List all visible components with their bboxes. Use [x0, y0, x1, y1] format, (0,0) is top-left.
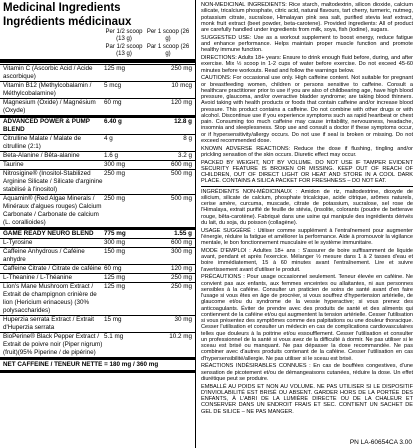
ingredient-row	[0, 98, 195, 115]
amount-per-serving: 4 g	[104, 135, 113, 142]
ingredient-row	[0, 194, 195, 227]
title-fr: Ingrédients médicinaux	[3, 16, 132, 28]
amount-per-dose: 30 mg	[174, 316, 192, 323]
title-en: Medicinal Ingredients	[3, 2, 121, 14]
ingredient-name: Beta-Alanine / Bêta-alanine	[3, 152, 80, 159]
amount-per-dose: 120 mg	[170, 99, 192, 106]
ingredient-name: Taurine	[3, 161, 24, 168]
amount-per-dose: 250 mg	[170, 65, 192, 72]
label-paragraph: CAUTIONS: For occasional use only. High caffeine content. Not suitable for pregnant or breastfeeding women, children or persons sensitive to caffeine. Consult a healthcare practitioner prior to use if you are also of childbearing age, have high blood pressure, glaucoma, and/or overactive bladder syndrome; are taking blood thinners. Avoid taking with health products or foods that contain caffeine and/or increase blood pressure. This product contains a caffeine. Do not combine with other drugs or with alcohol. Discontinue use if you experience symptoms such as rapid heartbeat or chest pain. Consuming too much caffeine may cause irritability, nervousness, headache, insomnia and sleeplessness. Stop use and consult a doctor if these symptoms occur, or if hypersensitivity/allergy occurs. Do not use if seal is broken or missing. Do not exceed recommended dose.	[201, 75, 413, 144]
amount-per-serving: 5.1 mg	[104, 333, 124, 340]
label-paragraph: PRÉCAUTIONS : Pour usage occasionnel seulement. Teneur élevée en caféine. Ne convient pas aux enfants, aux femmes enceintes ou allaitantes, ni aux personnes sensibles à la caféine. Consulter un praticien de soins de santé avant d'en faire l'usage si vous êtes en âge de procréer, si vous souffrez d'hypertension artérielle, de glaucome et/ou du syndrome de la vessie hyperactive; si vous prenez des anticoagulants. Éviter de prendre avec des produits de santé et des aliments qui contiennent de la caféine et/ou qui augmentent la tension artérielle. Cesser l'utilisation si vous présentez des symptômes comme des palpitations ou une douleur thoracique. Cesser l'utilisation et consulter un médecin en cas de complications cardiovasculaires telles que douleurs à la poitrine et/ou essoufflement. Cesser l'utilisation et consulter un professionnel de la santé si vous avez de la difficulté à dormir. Ne pas utiliser si le sceau est brisé ou manquant. Ne pas dépasser la dose recommandée. Ne pas combiner avec d'autres produits contenant de la caféine. Cesser l'utilisation en cas d'hypersensibilité/allergie. Ne pas utiliser si le sceau est brisé.	[201, 274, 413, 362]
amount-per-serving: 150 mg	[104, 248, 126, 255]
label-paragraph: INGRÉDIENTS NON-MÉDICINAUX : Amidon de riz, maltodextrine, dioxyde de silicium, silicate de calcium, phosphate tricalcique, acide citrique, arômes naturels, cerise amère, curcuma, muscade, citrate de potassium, sucralose, sel rose de l'Himalaya, extrait purifié de feuille de stévia, (insolite, colorants (poudre de betterave rouge, bêta-carotène). Fabriqué dans une usine qui manipule des ingrédients dérivés du lait, du soja, du poisson (collagène).	[201, 188, 413, 226]
ingredient-name: Aquamin® (Red Algae Minerals / Minéraux d'algues rouges) Calcium Carbonate / Carbonate de calcium (L. corallioides)	[3, 195, 102, 226]
supplement-facts-panel	[0, 0, 196, 448]
lot-number: PN LA-60654CA 3.00	[349, 439, 412, 446]
amount-per-dose: 10 mcg	[171, 82, 192, 89]
ingredient-row	[0, 227, 195, 238]
ingredient-name: Vitamin B12 (Methylcobalamin / Méthylcobalamine)	[3, 82, 92, 97]
amount-per-serving: 60 mg	[104, 99, 122, 106]
amount-per-dose: 600 mg	[170, 161, 192, 168]
ingredient-row	[0, 332, 195, 357]
amount-per-dose: 250 mg	[170, 283, 192, 290]
ingredient-row	[0, 115, 195, 134]
ingredient-name: L-Tyrosine	[3, 239, 33, 246]
amount-per-serving: 775 mg	[104, 230, 126, 237]
language-divider	[201, 186, 413, 187]
ingredient-row	[0, 169, 195, 194]
amount-per-serving: 250 mg	[104, 170, 126, 177]
amount-per-serving: 125 mg	[104, 274, 126, 281]
amount-per-serving: 1.6 g	[104, 152, 119, 159]
label-paragraph: USAGE SUGGÉRÉ : Utiliser comme supplément à l'entraînement pour augmenter l'énergie, réduire la fatigue et améliorer la performance. Aide à promouvoir la vigilance mentale, le bon fonctionnement musculaire et le système immunitaire.	[201, 227, 413, 246]
ingredient-row	[0, 315, 195, 332]
ingredient-name: Caffeine Anhydrous / Caféine anhydre	[3, 248, 85, 263]
label-paragraph: PACKED BY WEIGHT, NOT BY VOLUME. DO NOT USE IF TAMPER EVIDENT SECURITY FEATURE IS BROKEN OR MISSING. KEEP OUT OF REACH OF CHILDREN, OUT OF DIRECT LIGHT OR HEAT AND STORE IN A COOL DARK PLACE. CONTAINS A SILICA PACKET FOR FRESHNESS – DO NOT EAT.	[201, 159, 413, 185]
label-paragraph: DIRECTIONS: Adults 18+ years: Ensure to drink enough fluid before, during, and after exercise. Mix ½ scoop in 1-2 cups of water before exercise. Do not exceed 45-60 minutes before workouts. Read and follow the warnings below.	[201, 55, 413, 74]
ingredient-name: Nitrosigine® (Inositol-Stabilized Arginine Silicate / Silicate d'arginine stabilisé à l'inositol)	[3, 170, 103, 193]
ingredient-name: L-Theanine / L-Théanine	[3, 274, 72, 281]
amount-per-dose: 600 mg	[170, 239, 192, 246]
warnings-panel	[198, 0, 416, 448]
ingredient-row	[0, 247, 195, 264]
amount-per-dose: 3.2 g	[177, 152, 192, 159]
amount-per-serving: 60 mg	[104, 265, 122, 272]
amount-per-serving: 250 mg	[104, 195, 126, 202]
label-paragraph: KNOWN ADVERSE REACTIONS: Reduce the dose if flushing, tingling and/or prickling sensation of the skin occurs. Diuretic effect may occur.	[201, 145, 413, 158]
ingredient-row	[0, 160, 195, 169]
amount-per-serving: 15 mg	[104, 316, 122, 323]
serving-header	[0, 29, 195, 43]
ingredient-name: BioPerine® Black Pepper Extract / Extrait de poivre noir (Piper nigrum)(fruit)(95% Piperine / de pipérine)	[3, 333, 103, 356]
label-paragraph: MODE D'EMPLOI : Adultes 18+ ans : S'assurer de boire suffisamment de liquide avant, pendant et après l'exercice. Mélanger ½ mesure dans 1 à 2 tasses d'eau et boire immédiatement, 15 à 60 minutes avant l'entraînement. Lire et suivre l'avertissement avant d'utiliser le produit.	[201, 247, 413, 273]
daily-size-fr: Par 1 scoop (26 g)	[146, 44, 190, 57]
ingredient-name: Citrulline Malate / Malate de citrulline (2:1)	[3, 135, 82, 150]
label-paragraph: EMBALLÉ AU POIDS ET NON AU VOLUME. NE PAS UTILISER SI LE DISPOSITIF D'INVIOLABILITÉ EST BRISÉ OU ABSENT. GARDER HORS DE LA PORTÉE DES ENFANTS, À L'ABRI DE LA LUMIÈRE DIRECTE OU DE LA CHALEUR ET CONSERVER DANS UN ENDROIT FRAIS ET SEC. CONTIENT UN SACHET DE GEL DE SILICE – NE PAS MANGER.	[201, 383, 413, 415]
ingredient-row	[0, 282, 195, 315]
ingredient-row	[0, 151, 195, 160]
divider	[0, 59, 195, 63]
label-paragraph: SUGGESTED USE: Use as a workout supplement to boost energy, reduce fatigue and enhance performance. Helps maintain proper muscle function and promote healthy immune function.	[201, 34, 413, 54]
amount-per-serving: 5 mcg	[104, 82, 122, 89]
ingredient-rows	[0, 64, 195, 357]
serving-size-fr: Par 1/2 scoop (13 g)	[105, 44, 143, 57]
amount-per-serving: 6.40 g	[104, 118, 122, 125]
amount-per-dose: 250 mg	[170, 274, 192, 281]
ingredient-row	[0, 273, 195, 282]
amount-per-serving: 300 mg	[104, 239, 126, 246]
amount-per-serving: 125 mg	[104, 65, 126, 72]
amount-per-serving: 125 mg	[104, 283, 126, 290]
serving-header-fr	[0, 44, 195, 58]
amount-per-dose: 10.2 mg	[169, 333, 192, 340]
serving-size-en: Per 1/2 scoop (13 g)	[105, 29, 143, 42]
ingredient-row	[0, 64, 195, 81]
ingredient-name: Magnesium (Oxide) / Magnésium (Oxyde)	[3, 99, 96, 114]
amount-per-dose: 12.8 g	[174, 118, 192, 125]
daily-size-en: Per 1 scoop (26 g)	[146, 29, 190, 42]
label-text	[201, 2, 413, 415]
ingredient-name: Caffeine Citrate / Citrate de caféine	[3, 265, 102, 272]
net-caffeine: NET CAFFEINE / TENEUR NETTE = 180 mg / 360 mg	[0, 357, 195, 373]
ingredient-name: Huperzia serrata Extract / Extrait d'Huperzia serrata	[3, 316, 94, 331]
amount-per-dose: 120 mg	[170, 265, 192, 272]
amount-per-dose: 500 mg	[170, 170, 192, 177]
amount-per-dose: 500 mg	[170, 195, 192, 202]
ingredient-row	[0, 238, 195, 247]
amount-per-dose: 300 mg	[170, 248, 192, 255]
label-paragraph: RÉACTIONS INDÉSIRABLES CONNUES : En cas de bouffées congestives, d'une sensation de picotement et/ou de démangeaisons cutanées, réduire la dose. Un effet diurétique peut se produire.	[201, 363, 413, 382]
amount-per-dose: 8 g	[183, 135, 192, 142]
ingredient-row	[0, 134, 195, 151]
amount-per-dose: 1.55 g	[174, 230, 192, 237]
ingredient-name: GAME READY NEURO BLEND	[3, 230, 94, 237]
ingredient-row	[0, 81, 195, 98]
ingredient-row	[0, 264, 195, 273]
ingredient-name: Lion's Mane Mushroom Extract / Extrait de champignon crinière de lion (Hericium erinaceus) (30% polysaccharides)	[3, 283, 97, 314]
label-paragraph: NON-MEDICINAL INGREDIENTS: Rice starch, maltodextrin, silicon dioxide, calcium silicate, tricalcium phosphate, citric acid, natural flavours, tart cherry, turmeric, nutmeg, potassium citrate, sucralose, Himalayan pink sea salt, purified stevia leaf extract, monk fruit extract (beet powder, beta-carotene). Provided ingredients: All of product are carefully handled under ingredients from milk, soya, fish (iodine), sugars.	[201, 2, 413, 33]
ingredient-name: Vitamin C (Ascorbic Acid / Acide ascorbique)	[3, 65, 93, 80]
amount-per-serving: 300 mg	[104, 161, 126, 168]
ingredient-name: ADVANCED POWER & PUMP BLEND	[3, 118, 90, 133]
